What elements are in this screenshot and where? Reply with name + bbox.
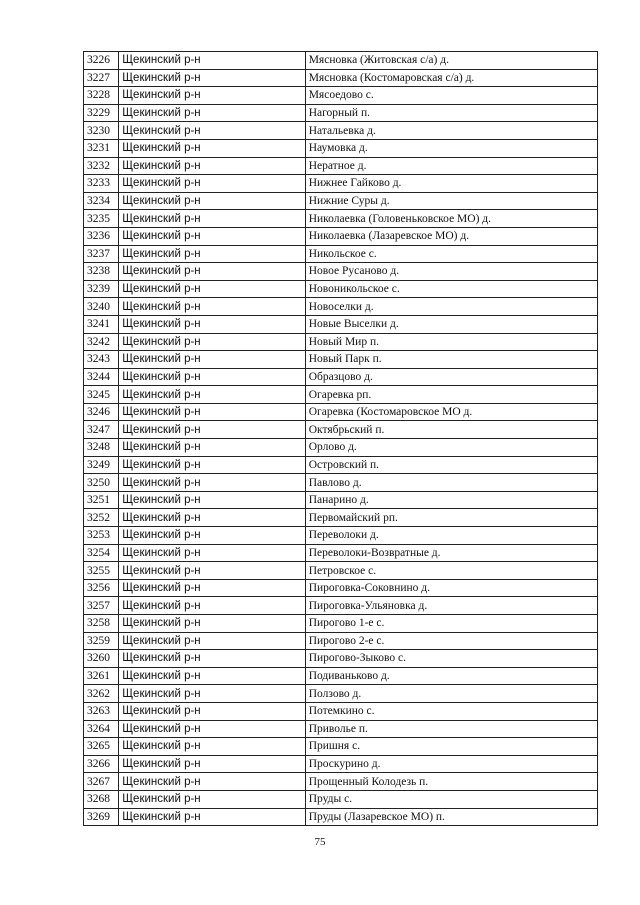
row-number: 3231 [84, 139, 119, 157]
row-number: 3241 [84, 315, 119, 333]
table-row [84, 773, 598, 791]
table-row [84, 227, 598, 245]
table-row [84, 738, 598, 756]
table-row [84, 104, 598, 122]
row-number: 3248 [84, 439, 119, 457]
settlement-cell: Огаревка (Костомаровское МО д. [305, 403, 597, 421]
settlement-cell: Переволоки д. [305, 527, 597, 545]
settlement-cell: Пироговка-Соковнино д. [305, 579, 597, 597]
table-row [84, 509, 598, 527]
settlement-cell: Пирогово 1-е с. [305, 615, 597, 633]
settlements-table-body [84, 52, 598, 826]
district-cell: Щекинский р-н [119, 597, 305, 615]
district-cell: Щекинский р-н [119, 351, 305, 369]
settlement-cell: Натальевка д. [305, 122, 597, 140]
table-row [84, 755, 598, 773]
row-number: 3247 [84, 421, 119, 439]
row-number: 3228 [84, 87, 119, 105]
row-number: 3242 [84, 333, 119, 351]
settlement-cell: Пирогово 2-е с. [305, 632, 597, 650]
district-cell: Щекинский р-н [119, 491, 305, 509]
settlement-cell: Николаевка (Головеньковское МО) д. [305, 210, 597, 228]
settlement-cell: Панарино д. [305, 491, 597, 509]
district-cell: Щекинский р-н [119, 738, 305, 756]
row-number: 3249 [84, 456, 119, 474]
table-row [84, 122, 598, 140]
district-cell: Щекинский р-н [119, 527, 305, 545]
row-number: 3250 [84, 474, 119, 492]
district-cell: Щекинский р-н [119, 227, 305, 245]
district-cell: Щекинский р-н [119, 720, 305, 738]
row-number: 3235 [84, 210, 119, 228]
settlement-cell: Наумовка д. [305, 139, 597, 157]
row-number: 3266 [84, 755, 119, 773]
table-row [84, 650, 598, 668]
table-row [84, 157, 598, 175]
settlement-cell: Новые Выселки д. [305, 315, 597, 333]
table-row [84, 439, 598, 457]
district-cell: Щекинский р-н [119, 579, 305, 597]
row-number: 3257 [84, 597, 119, 615]
settlement-cell: Пруды с. [305, 790, 597, 808]
district-cell: Щекинский р-н [119, 615, 305, 633]
settlement-cell: Нагорный п. [305, 104, 597, 122]
settlement-cell: Пирогово-Зыково с. [305, 650, 597, 668]
district-cell: Щекинский р-н [119, 157, 305, 175]
row-number: 3229 [84, 104, 119, 122]
table-row [84, 562, 598, 580]
district-cell: Щекинский р-н [119, 139, 305, 157]
row-number: 3264 [84, 720, 119, 738]
settlement-cell: Первомайский рп. [305, 509, 597, 527]
settlement-cell: Октябрьский п. [305, 421, 597, 439]
district-cell: Щекинский р-н [119, 298, 305, 316]
settlement-cell: Переволоки-Возвратные д. [305, 544, 597, 562]
district-cell: Щекинский р-н [119, 667, 305, 685]
district-cell: Щекинский р-н [119, 122, 305, 140]
table-row [84, 474, 598, 492]
settlement-cell: Новоникольское с. [305, 280, 597, 298]
table-row [84, 808, 598, 826]
settlement-cell: Новоселки д. [305, 298, 597, 316]
row-number: 3234 [84, 192, 119, 210]
settlements-table [83, 51, 598, 826]
settlement-cell: Пришня с. [305, 738, 597, 756]
settlement-cell: Ползово д. [305, 685, 597, 703]
row-number: 3233 [84, 175, 119, 193]
district-cell: Щекинский р-н [119, 245, 305, 263]
row-number: 3246 [84, 403, 119, 421]
settlement-cell: Новое Русаново д. [305, 263, 597, 281]
settlement-cell: Нижнее Гайково д. [305, 175, 597, 193]
settlement-cell: Потемкино с. [305, 702, 597, 720]
settlement-cell: Павлово д. [305, 474, 597, 492]
district-cell: Щекинский р-н [119, 52, 305, 70]
table-row [84, 544, 598, 562]
row-number: 3238 [84, 263, 119, 281]
row-number: 3243 [84, 351, 119, 369]
table-row [84, 139, 598, 157]
settlement-cell: Орлово д. [305, 439, 597, 457]
table-row [84, 597, 598, 615]
district-cell: Щекинский р-н [119, 808, 305, 826]
table-row [84, 456, 598, 474]
settlement-cell: Петровское с. [305, 562, 597, 580]
district-cell: Щекинский р-н [119, 755, 305, 773]
table-row [84, 280, 598, 298]
settlement-cell: Мясновка (Костомаровская с/а) д. [305, 69, 597, 87]
settlement-cell: Новый Парк п. [305, 351, 597, 369]
row-number: 3252 [84, 509, 119, 527]
settlement-cell: Подиваньково д. [305, 667, 597, 685]
row-number: 3240 [84, 298, 119, 316]
table-row [84, 69, 598, 87]
settlement-cell: Образцово д. [305, 368, 597, 386]
district-cell: Щекинский р-н [119, 386, 305, 404]
district-cell: Щекинский р-н [119, 368, 305, 386]
district-cell: Щекинский р-н [119, 87, 305, 105]
settlement-cell: Нератное д. [305, 157, 597, 175]
row-number: 3239 [84, 280, 119, 298]
row-number: 3255 [84, 562, 119, 580]
row-number: 3263 [84, 702, 119, 720]
district-cell: Щекинский р-н [119, 544, 305, 562]
table-row [84, 702, 598, 720]
row-number: 3256 [84, 579, 119, 597]
row-number: 3245 [84, 386, 119, 404]
row-number: 3251 [84, 491, 119, 509]
district-cell: Щекинский р-н [119, 632, 305, 650]
table-row [84, 87, 598, 105]
table-row [84, 403, 598, 421]
table-row [84, 667, 598, 685]
table-row [84, 298, 598, 316]
district-cell: Щекинский р-н [119, 685, 305, 703]
settlement-cell: Нижние Суры д. [305, 192, 597, 210]
table-row [84, 175, 598, 193]
table-row [84, 315, 598, 333]
row-number: 3269 [84, 808, 119, 826]
row-number: 3262 [84, 685, 119, 703]
table-row [84, 351, 598, 369]
row-number: 3230 [84, 122, 119, 140]
settlement-cell: Огаревка рп. [305, 386, 597, 404]
table-row [84, 615, 598, 633]
row-number: 3259 [84, 632, 119, 650]
table-row [84, 491, 598, 509]
settlement-cell: Островский п. [305, 456, 597, 474]
row-number: 3227 [84, 69, 119, 87]
district-cell: Щекинский р-н [119, 562, 305, 580]
table-row [84, 579, 598, 597]
district-cell: Щекинский р-н [119, 280, 305, 298]
table-row [84, 368, 598, 386]
district-cell: Щекинский р-н [119, 192, 305, 210]
table-row [84, 386, 598, 404]
district-cell: Щекинский р-н [119, 509, 305, 527]
table-row [84, 263, 598, 281]
table-row [84, 210, 598, 228]
district-cell: Щекинский р-н [119, 263, 305, 281]
row-number: 3244 [84, 368, 119, 386]
row-number: 3261 [84, 667, 119, 685]
table-row [84, 52, 598, 70]
row-number: 3253 [84, 527, 119, 545]
district-cell: Щекинский р-н [119, 210, 305, 228]
district-cell: Щекинский р-н [119, 175, 305, 193]
row-number: 3265 [84, 738, 119, 756]
district-cell: Щекинский р-н [119, 421, 305, 439]
district-cell: Щекинский р-н [119, 403, 305, 421]
table-row [84, 632, 598, 650]
page-number: 75 [314, 836, 326, 848]
row-number: 3236 [84, 227, 119, 245]
district-cell: Щекинский р-н [119, 104, 305, 122]
district-cell: Щекинский р-н [119, 474, 305, 492]
settlement-cell: Пироговка-Ульяновка д. [305, 597, 597, 615]
settlement-cell: Пруды (Лазаревское МО) п. [305, 808, 597, 826]
row-number: 3267 [84, 773, 119, 791]
district-cell: Щекинский р-н [119, 315, 305, 333]
settlement-cell: Проскурино д. [305, 755, 597, 773]
district-cell: Щекинский р-н [119, 790, 305, 808]
table-row [84, 527, 598, 545]
row-number: 3260 [84, 650, 119, 668]
row-number: 3232 [84, 157, 119, 175]
district-cell: Щекинский р-н [119, 702, 305, 720]
settlement-cell: Приволье п. [305, 720, 597, 738]
row-number: 3254 [84, 544, 119, 562]
row-number: 3237 [84, 245, 119, 263]
table-row [84, 245, 598, 263]
row-number: 3258 [84, 615, 119, 633]
row-number: 3268 [84, 790, 119, 808]
row-number: 3226 [84, 52, 119, 70]
settlement-cell: Мясновка (Житовская с/а) д. [305, 52, 597, 70]
district-cell: Щекинский р-н [119, 69, 305, 87]
table-row [84, 720, 598, 738]
table-row [84, 790, 598, 808]
settlement-cell: Николаевка (Лазаревское МО) д. [305, 227, 597, 245]
table-row [84, 333, 598, 351]
settlement-cell: Мясоедово с. [305, 87, 597, 105]
table-row [84, 421, 598, 439]
settlement-cell: Никольское с. [305, 245, 597, 263]
district-cell: Щекинский р-н [119, 439, 305, 457]
district-cell: Щекинский р-н [119, 773, 305, 791]
district-cell: Щекинский р-н [119, 650, 305, 668]
district-cell: Щекинский р-н [119, 456, 305, 474]
table-row [84, 192, 598, 210]
settlement-cell: Прощенный Колодезь п. [305, 773, 597, 791]
district-cell: Щекинский р-н [119, 333, 305, 351]
table-row [84, 685, 598, 703]
settlement-cell: Новый Мир п. [305, 333, 597, 351]
